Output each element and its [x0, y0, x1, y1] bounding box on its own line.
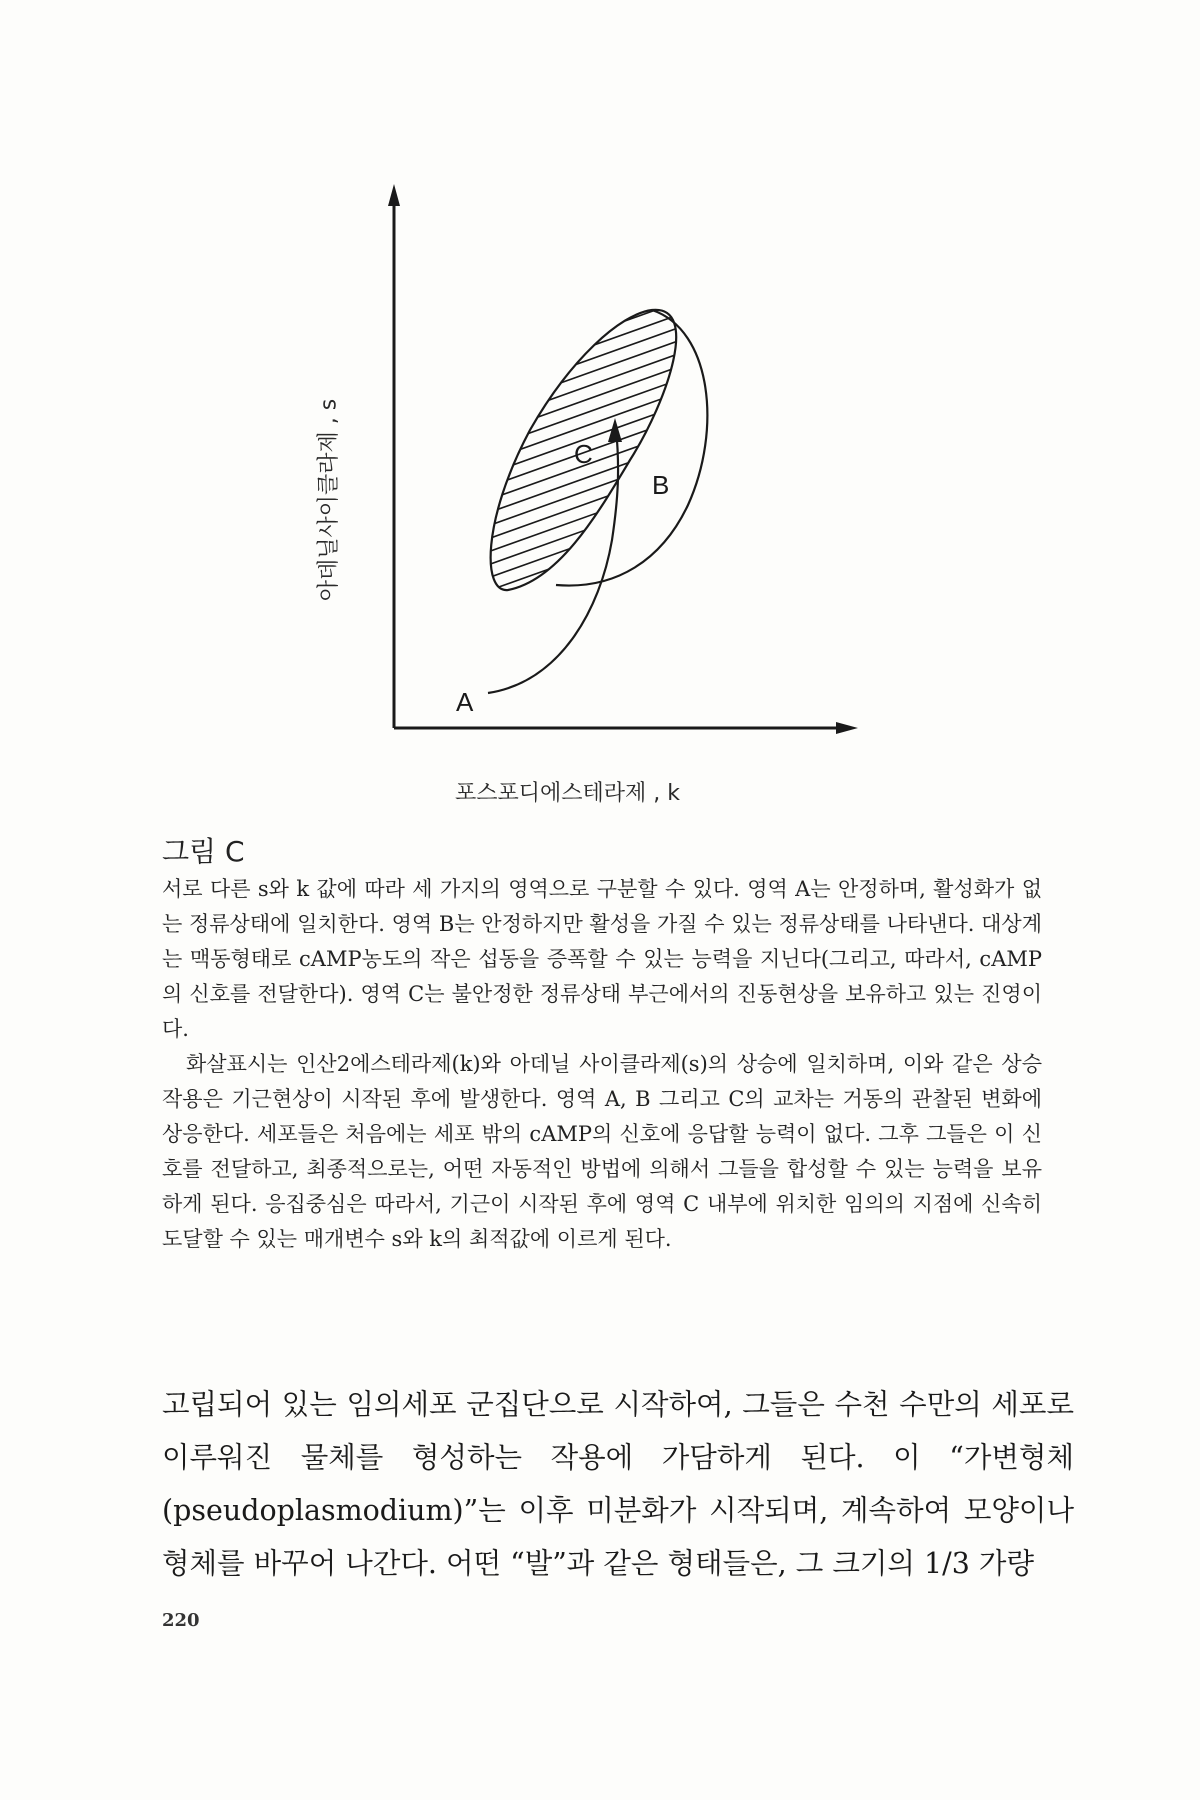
hatch-line: [440, 300, 720, 400]
region-label-a: A: [456, 687, 474, 717]
hatch-line: [440, 248, 720, 348]
body-text: [162, 1378, 1074, 1590]
hatch-line: [440, 326, 720, 426]
hatch-line: [440, 352, 720, 452]
hatch-line: [440, 313, 720, 413]
phase-diagram: [0, 0, 1200, 820]
caption-paragraph-2: 화살표시는 인산2에스테라제(k)와 아데닐 사이클라제(s)의 상승에 일치하며, 이와 같은 상승작용은 기근현상이 시작된 후에 발생한다. 영역 A, B 그리고 C의 교차는 거동의 관찰된 변화에 상응한다. 세포들은 처음에는 세포 밖의 cAMP의 신호에 응답할 능력이 없다. 그후 그들은 이 신호를 전달하고, 최종적으로는, 어떤 자동적인 방법에 의해서 그들을 합성할 수 있는 능력을 보유하게 된다. 응집중심은 따라서, 기근이 시작된 후에 영역 C 내부에 위치한 임의의 지점에 신속히 도달할 수 있는 매개변수 s와 k의 최적값에 이르게 된다.: [162, 1052, 1042, 1251]
trajectory-arrow: [488, 428, 618, 693]
hatch-line: [440, 222, 720, 322]
hatch-line: [440, 482, 720, 582]
region-label-c: C: [574, 439, 593, 469]
x-axis-arrowhead: [836, 722, 858, 734]
hatch-line: [440, 261, 720, 361]
hatch-line: [440, 339, 720, 439]
hatch-line: [440, 209, 720, 309]
hatch-line: [440, 235, 720, 335]
hatch-line: [440, 469, 720, 569]
y-axis: [388, 184, 400, 728]
hatch-line: [440, 495, 720, 595]
figure-caption-title: 그림 C: [162, 835, 245, 868]
y-axis-label: 아데닐사이클라제 , s: [316, 398, 342, 602]
region-label-b: B: [652, 470, 670, 500]
region-c-hatching: [440, 196, 720, 621]
caption-paragraph-1: 서로 다른 s와 k 값에 따라 세 가지의 영역으로 구분할 수 있다. 영역 A는 안정하며, 활성화가 없는 정류상태에 일치한다. 영역 B는 안정하지만 활성을 가질 수 있는 정류상태를 나타낸다. 대상계는 맥동형태로 cAMP농도의 작은 섭동을 증폭할 수 있는 능력을 지닌다(그리고, 따라서, cAMP의 신호를 전달한다). 영역 C는 불안정한 정류상태 부근에서의 진동현상을 보유하고 있는 진영이다.: [162, 877, 1042, 1041]
figure-diagram: [0, 0, 1200, 820]
page-number: 220: [162, 1610, 200, 1631]
x-axis-label: 포스포디에스테라제 , k: [455, 781, 680, 806]
hatch-line: [440, 456, 720, 556]
x-axis: [394, 722, 858, 734]
body-paragraph: 고립되어 있는 임의세포 군집단으로 시작하여, 그들은 수천 수만의 세포로 이루워진 물체를 형성하는 작용에 가담하게 된다. 이 “가변형체(pseudoplasmodium)”는 이후 미분화가 시작되며, 계속하여 모양이나 형체를 바꾸어 나간다. 어떤 “발”과 같은 형태들은, 그 크기의 1/3 가량: [162, 1388, 1074, 1580]
figure-caption: [162, 872, 1042, 1257]
y-axis-arrowhead: [388, 184, 400, 206]
hatch-line: [440, 287, 720, 387]
hatch-line: [440, 196, 720, 296]
